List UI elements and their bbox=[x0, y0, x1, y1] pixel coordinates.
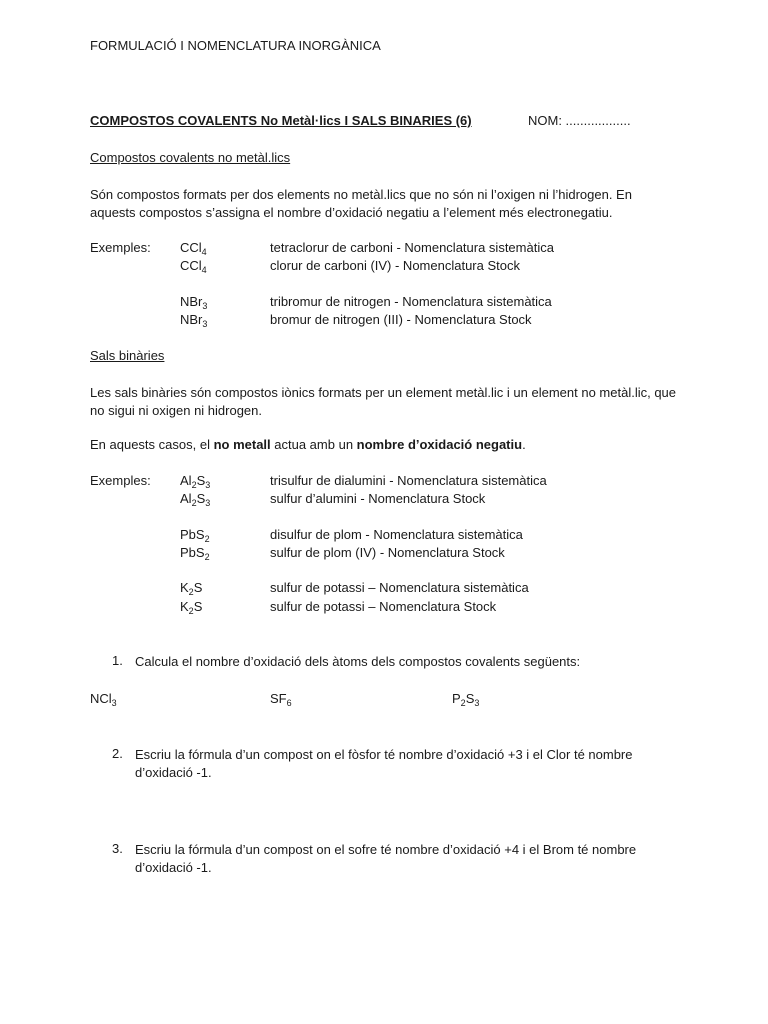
binary-example-name: sulfur de potassi – Nomenclatura sistemàtica bbox=[270, 580, 529, 595]
name-field: NOM: .................. bbox=[528, 113, 631, 128]
covalent-example-formula: NBr$_3$ bbox=[180, 312, 208, 329]
covalent-example-name: tetraclorur de carboni - Nomenclatura sistemàtica bbox=[270, 240, 554, 255]
question-text: Escriu la fórmula d’un compost on el fòsfor té nombre d’oxidació +3 i el Clor té nombre d’oxidació -1. bbox=[135, 747, 633, 780]
q1-compound: NCl$_3$ bbox=[90, 691, 117, 708]
binary-example-name: trisulfur de dialumini - Nomenclatura sistemàtica bbox=[270, 473, 547, 488]
binary-example-formula: PbS$_2$ bbox=[180, 527, 210, 544]
binary-example-formula: $K_2S$ bbox=[180, 580, 203, 597]
covalent-example-name: tribromur de nitrogen - Nomenclatura sistemàtica bbox=[270, 294, 552, 309]
question-number: 1. bbox=[112, 653, 123, 668]
page-header: FORMULACIÓ I NOMENCLATURA INORGÀNICA bbox=[90, 38, 381, 53]
question-number: 3. bbox=[112, 841, 123, 856]
covalent-example-formula: CCl$_4$ bbox=[180, 240, 207, 257]
binary-examples-label: Exemples: bbox=[90, 473, 151, 488]
covalent-intro: Són compostos formats per dos elements no metàl.lics que no són ni l’oxigen ni l’hidrogen. En aquests compostos s’assigna el nombre d’oxidació negatiu a l’element més electronegatiu. bbox=[90, 187, 632, 220]
section-title: COMPOSTOS COVALENTS No Metàl·lics I SALS BINARIES (6) bbox=[90, 113, 472, 128]
binary-example-name: sulfur de potassi – Nomenclatura Stock bbox=[270, 599, 497, 614]
question-number: 2. bbox=[112, 746, 123, 761]
covalent-examples-label: Exemples: bbox=[90, 240, 151, 255]
covalent-heading: Compostos covalents no metàl.lics bbox=[90, 150, 291, 165]
q1-compound: $SF_6$ bbox=[270, 691, 292, 708]
binary-example-formula: PbS$_2$ bbox=[180, 545, 210, 562]
binary-heading: Sals binàries bbox=[90, 348, 165, 363]
question-text: Calcula el nombre d’oxidació dels àtoms dels compostos covalents següents: bbox=[135, 654, 581, 669]
binary-example-formula: $K_2S$ bbox=[180, 599, 203, 616]
covalent-example-name: bromur de nitrogen (III) - Nomenclatura Stock bbox=[270, 312, 532, 327]
binary-example-name: sulfur d’alumini - Nomenclatura Stock bbox=[270, 491, 486, 506]
covalent-example-formula: NBr$_3$ bbox=[180, 294, 208, 311]
binary-note: En aquests casos, el no metall actua amb un nombre d’oxidació negatiu. bbox=[90, 437, 526, 452]
binary-intro: Les sals binàries són compostos iònics formats per un element metàl.lic i un element no metàl.lic, que no sigui ni oxigen ni hidrogen. bbox=[90, 385, 677, 418]
q1-compound: $P_2S_3$ bbox=[452, 691, 480, 708]
covalent-example-name: clorur de carboni (IV) - Nomenclatura Stock bbox=[270, 258, 520, 273]
binary-example-name: disulfur de plom - Nomenclatura sistemàtica bbox=[270, 527, 523, 542]
binary-example-formula: $Al_2S_3$ bbox=[180, 473, 211, 490]
binary-example-formula: $Al_2S_3$ bbox=[180, 491, 211, 508]
question-text: Escriu la fórmula d’un compost on el sofre té nombre d’oxidació +4 i el Brom té nombre d’oxidació -1. bbox=[135, 842, 637, 875]
binary-example-name: sulfur de plom (IV) - Nomenclatura Stock bbox=[270, 545, 505, 560]
covalent-example-formula: CCl$_4$ bbox=[180, 258, 207, 275]
